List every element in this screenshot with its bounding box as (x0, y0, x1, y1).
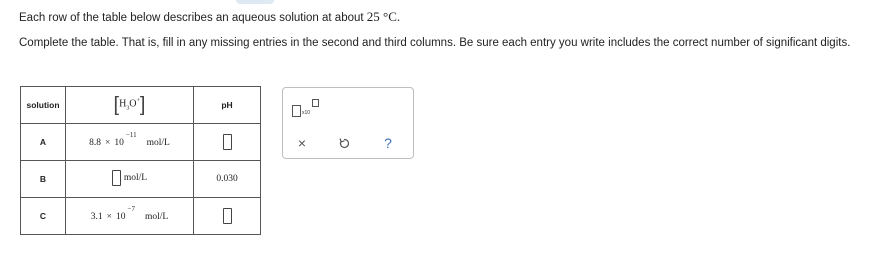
right-bracket: ] (139, 94, 146, 116)
row-label: C (21, 198, 66, 235)
top-bar (0, 0, 876, 4)
instruction-line-1 (19, 9, 400, 25)
instruction-line-2: Complete the table. That is, fill in any missing entries in the second and third columns. Be sure each entry you write includes the correct number of significant digits. (19, 37, 851, 49)
exponent-box-icon (312, 99, 319, 107)
concentration-input-b[interactable] (112, 170, 121, 186)
ph-cell (194, 198, 261, 235)
times-sign: × (105, 137, 111, 148)
table-row (21, 124, 261, 161)
row-label: A (21, 124, 66, 161)
unit: mol/L (123, 173, 148, 183)
mantissa-box-icon (292, 105, 301, 117)
base: 10 (114, 137, 124, 148)
close-icon[interactable]: × (297, 135, 307, 151)
scientific-notation-button[interactable] (292, 99, 318, 117)
concentration-value (90, 204, 169, 222)
left-bracket: [ (113, 94, 120, 116)
x10-label: x10 (302, 110, 311, 116)
help-icon[interactable]: ? (384, 135, 392, 151)
table-row (21, 198, 261, 235)
ph-input-a[interactable] (223, 134, 232, 150)
table-row (21, 161, 261, 198)
exponent: −11 (125, 130, 137, 139)
h3o-formula: $H_3O^+$ (119, 98, 140, 112)
concentration-value (89, 130, 170, 148)
palette-actions (283, 134, 413, 154)
header-solution: solution (21, 87, 66, 124)
undo-icon[interactable] (335, 134, 353, 152)
exponent: −7 (127, 204, 135, 213)
mantissa: 8.8 (89, 137, 102, 148)
ph-cell (194, 124, 261, 161)
math-palette (282, 87, 414, 159)
solution-table (20, 86, 261, 235)
times-sign: × (106, 211, 113, 222)
header-h3o-concentration (66, 87, 194, 124)
mantissa: 3.1 (90, 211, 103, 222)
concentration-value (112, 170, 147, 186)
unit: mol/L (144, 211, 169, 222)
concentration-cell (66, 161, 194, 198)
temperature-text: 25 °C. (366, 9, 401, 24)
ph-input-c[interactable] (223, 208, 232, 224)
ph-value: 0.030 (194, 161, 261, 198)
concentration-cell (66, 124, 194, 161)
base: 10 (116, 211, 126, 222)
header-ph: pH (194, 87, 261, 124)
unit: mol/L (146, 137, 170, 148)
top-tab-indicator (236, 0, 274, 4)
row-label: B (21, 161, 66, 198)
instruction-text: Each row of the table below describes an aqueous solution at about (19, 12, 364, 24)
concentration-cell (66, 198, 194, 235)
